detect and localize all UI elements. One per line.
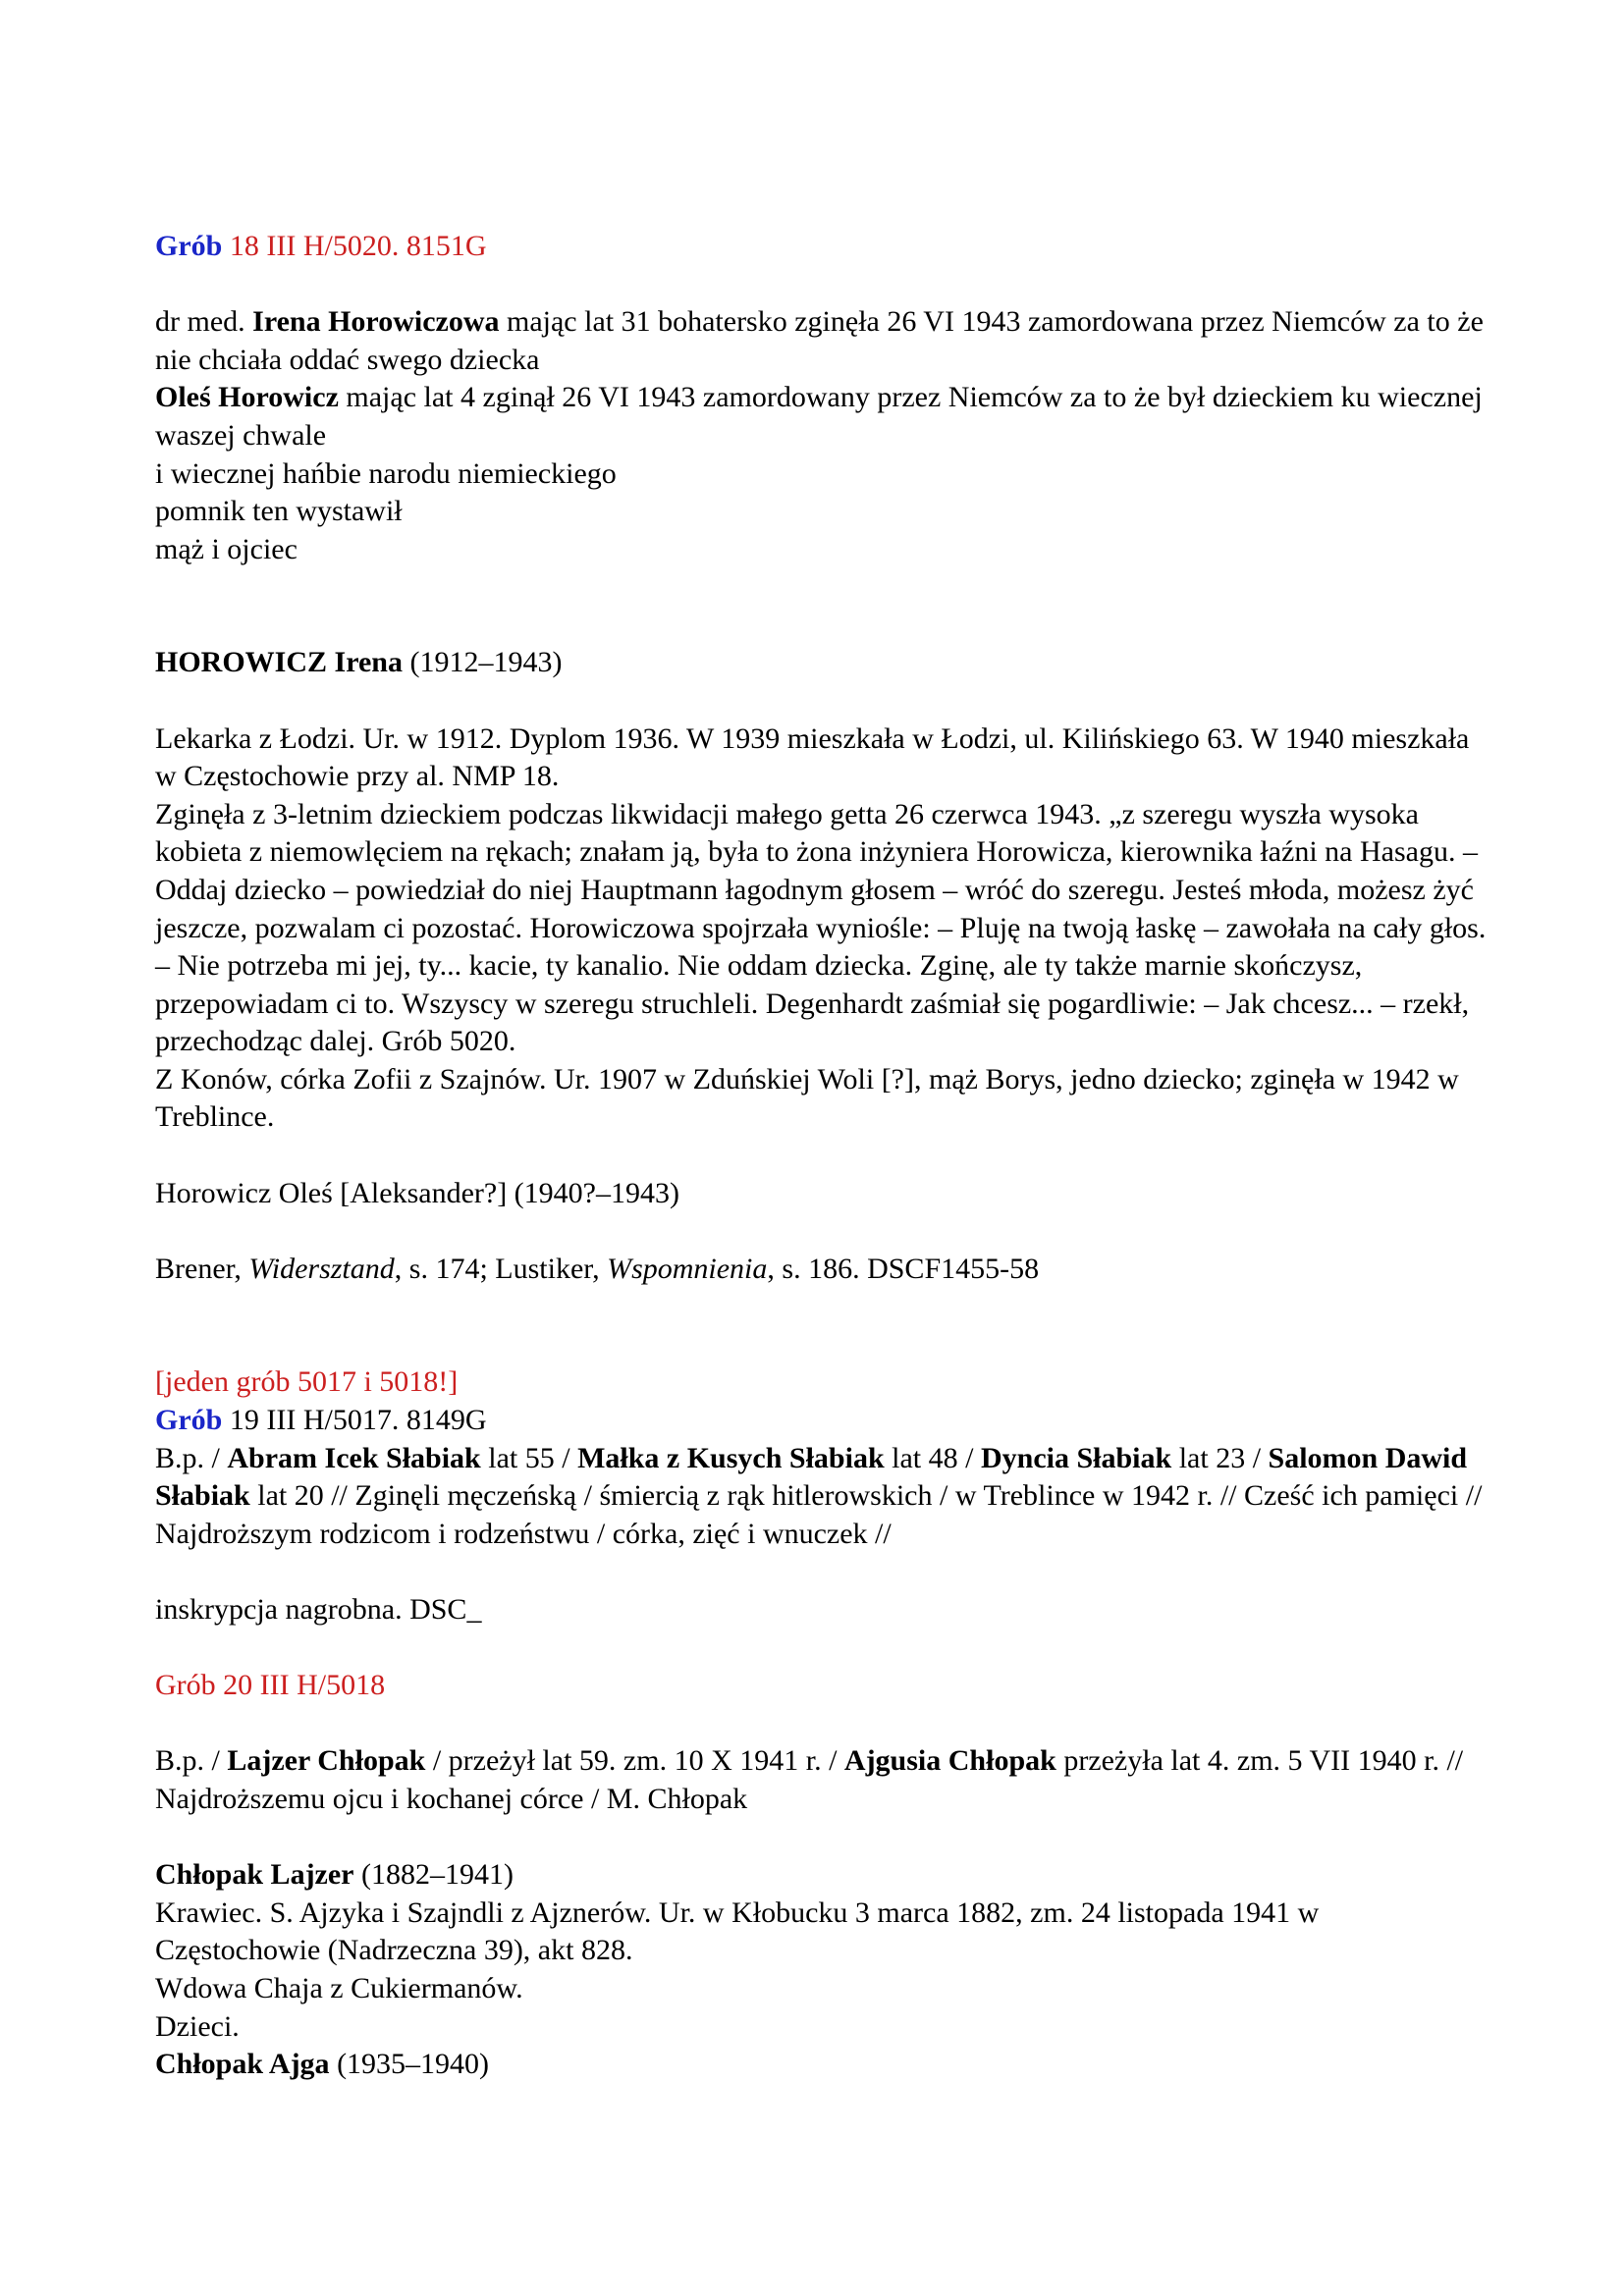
inscription-line-4: pomnik ten wystawił — [155, 495, 403, 528]
text: B.p. / — [155, 1441, 228, 1474]
biography-heading-horowicz — [155, 644, 1490, 682]
text: przeżyła lat 4. zm. 5 VII 1940 r. // Najdroższemu ojcu i kochanej córce / M. Chłopak — [155, 1744, 1464, 1815]
grave-label: Grób — [155, 1404, 223, 1437]
text: lat 55 / — [480, 1441, 578, 1474]
text: B.p. / — [155, 1744, 228, 1778]
text: mając lat 4 zginął 26 VI 1943 zamordowany przez Niemców za to że był dzieckiem ku wiecznej waszej chwale — [155, 381, 1483, 452]
inscription-line-5: mąż i ojciec — [155, 532, 298, 565]
grave-label: Grób — [155, 230, 223, 262]
grave-number: 19 III H/5017. 8149G — [222, 1404, 487, 1437]
inscription-text — [155, 1440, 1490, 1554]
text: lat 23 / — [1171, 1441, 1269, 1474]
person-name: Lajzer Chłopak — [227, 1744, 426, 1778]
grave-20-heading: Grób 20 III H/5018 — [155, 1669, 386, 1702]
person-name: Abram Icek Słabiak — [227, 1441, 481, 1474]
text: mając lat 31 bohatersko zginęła 26 VI 1943 zamordowana przez Niemców za to że nie chciała oddać swego dziecka — [155, 305, 1484, 376]
biography-paragraph: Z Konów, córka Zofii z Szajnów. Ur. 1907 w Zduńskiej Woli [?], mąż Borys, jedno dziecko; zginęła w 1942 w Treblince. — [155, 1062, 1459, 1134]
person-name: Chłopak Ajga — [155, 2048, 330, 2081]
life-dates: (1882–1941) — [353, 1858, 514, 1892]
child-entry — [155, 2046, 1490, 2084]
person-name: Małka z Kusych Słabiak — [577, 1441, 885, 1474]
source-title: Wspomnienia — [607, 1252, 768, 1285]
document-page — [155, 228, 1490, 2084]
biography-paragraph: Dzieci. — [155, 2009, 240, 2043]
text: Brener, — [155, 1252, 249, 1285]
grave-18-heading — [155, 228, 1490, 266]
grave-number: 18 III H/5020. 8151G — [222, 230, 487, 262]
inscription-source: inskrypcja nagrobna. DSC_ — [155, 1593, 482, 1626]
grave-19-heading — [155, 1402, 1490, 1440]
text: dr med. — [155, 305, 253, 339]
inscription-line-3: i wiecznej hańbie narodu niemieckiego — [155, 456, 617, 490]
biography-paragraph: Lekarka z Łodzi. Ur. w 1912. Dyplom 1936. W 1939 mieszkała w Łodzi, ul. Kilińskiego 63. W 1940 mieszkała w Częstochowie przy al. NMP 18. — [155, 721, 1470, 793]
biography-paragraph: Krawiec. S. Ajzyka i Szajndli z Ajznerów. Ur. w Kłobucku 3 marca 1882, zm. 24 listopada 1941 w Częstochowie (Nadrzeczna 39), akt 828. — [155, 1896, 1320, 1967]
sources-line — [155, 1251, 1490, 1289]
text: / przeżył lat 59. zm. 10 X 1941 r. / — [425, 1744, 844, 1778]
person-name: HOROWICZ Irena — [155, 646, 403, 679]
text: lat 48 / — [884, 1441, 981, 1474]
biography-paragraph: Wdowa Chaja z Cukiermanów. — [155, 1971, 523, 2004]
person-name: Chłopak Lajzer — [155, 1858, 354, 1892]
person-name: Ajgusia Chłopak — [843, 1744, 1056, 1778]
text: lat 20 // Zginęli męczeńską / śmiercią z rąk hitlerowskich / w Treblince w 1942 r. // Cześć ich pamięci // Najdroższym rodzicom i rodzeństwu / córka, zięć i wnuczek // — [155, 1479, 1483, 1550]
text: , s. 174; Lustiker, — [394, 1252, 608, 1285]
child-entry: Horowicz Oleś [Aleksander?] (1940?–1943) — [155, 1176, 679, 1209]
biography-paragraph: Zginęła z 3-letnim dzieckiem podczas likwidacji małego getta 26 czerwca 1943. „z szeregu wyszła wysoka kobieta z niemowlęciem na rękach; znałam ją, była to żona inżyniera Horowicza, kierownika łaźni na Hasagu. – Oddaj dziecko – powiedział do niej Hauptmann łagodnym głosem – wróć do szeregu. Jesteś młoda, możesz żyć jeszcze, pozwalam ci pozostać. Horowiczowa spojrzała wyniośle: – Pluję na twoją łaskę – zawołała na cały głos. – Nie potrzeba mi jej, ty... kacie, ty kanalio. Nie oddam dziecka. Zginę, ale ty także marnie skończysz, przepowiadam ci to. Wszyscy w szeregu struchleli. Degenhardt zaśmiał się pogardliwie: – Jak chcesz... – rzekł, przechodząc dalej. Grób 5020. — [155, 797, 1487, 1058]
person-name: Salomon Dawid Słabiak — [155, 1441, 1468, 1513]
inscription-line-2 — [155, 379, 1490, 454]
life-dates: (1912–1943) — [402, 646, 563, 679]
life-dates: (1935–1940) — [329, 2048, 490, 2081]
inscription-text — [155, 1742, 1490, 1818]
text: , s. 186. DSCF1455-58 — [767, 1252, 1040, 1285]
inscription-line-1 — [155, 303, 1490, 379]
biography-heading-chlopak — [155, 1856, 1490, 1895]
source-title: Widersztand — [248, 1252, 395, 1285]
person-name: Oleś Horowicz — [155, 381, 339, 414]
editor-note: [jeden grób 5017 i 5018!] — [155, 1365, 459, 1399]
person-name: Dyncia Słabiak — [980, 1441, 1172, 1474]
person-name: Irena Horowiczowa — [252, 305, 500, 339]
